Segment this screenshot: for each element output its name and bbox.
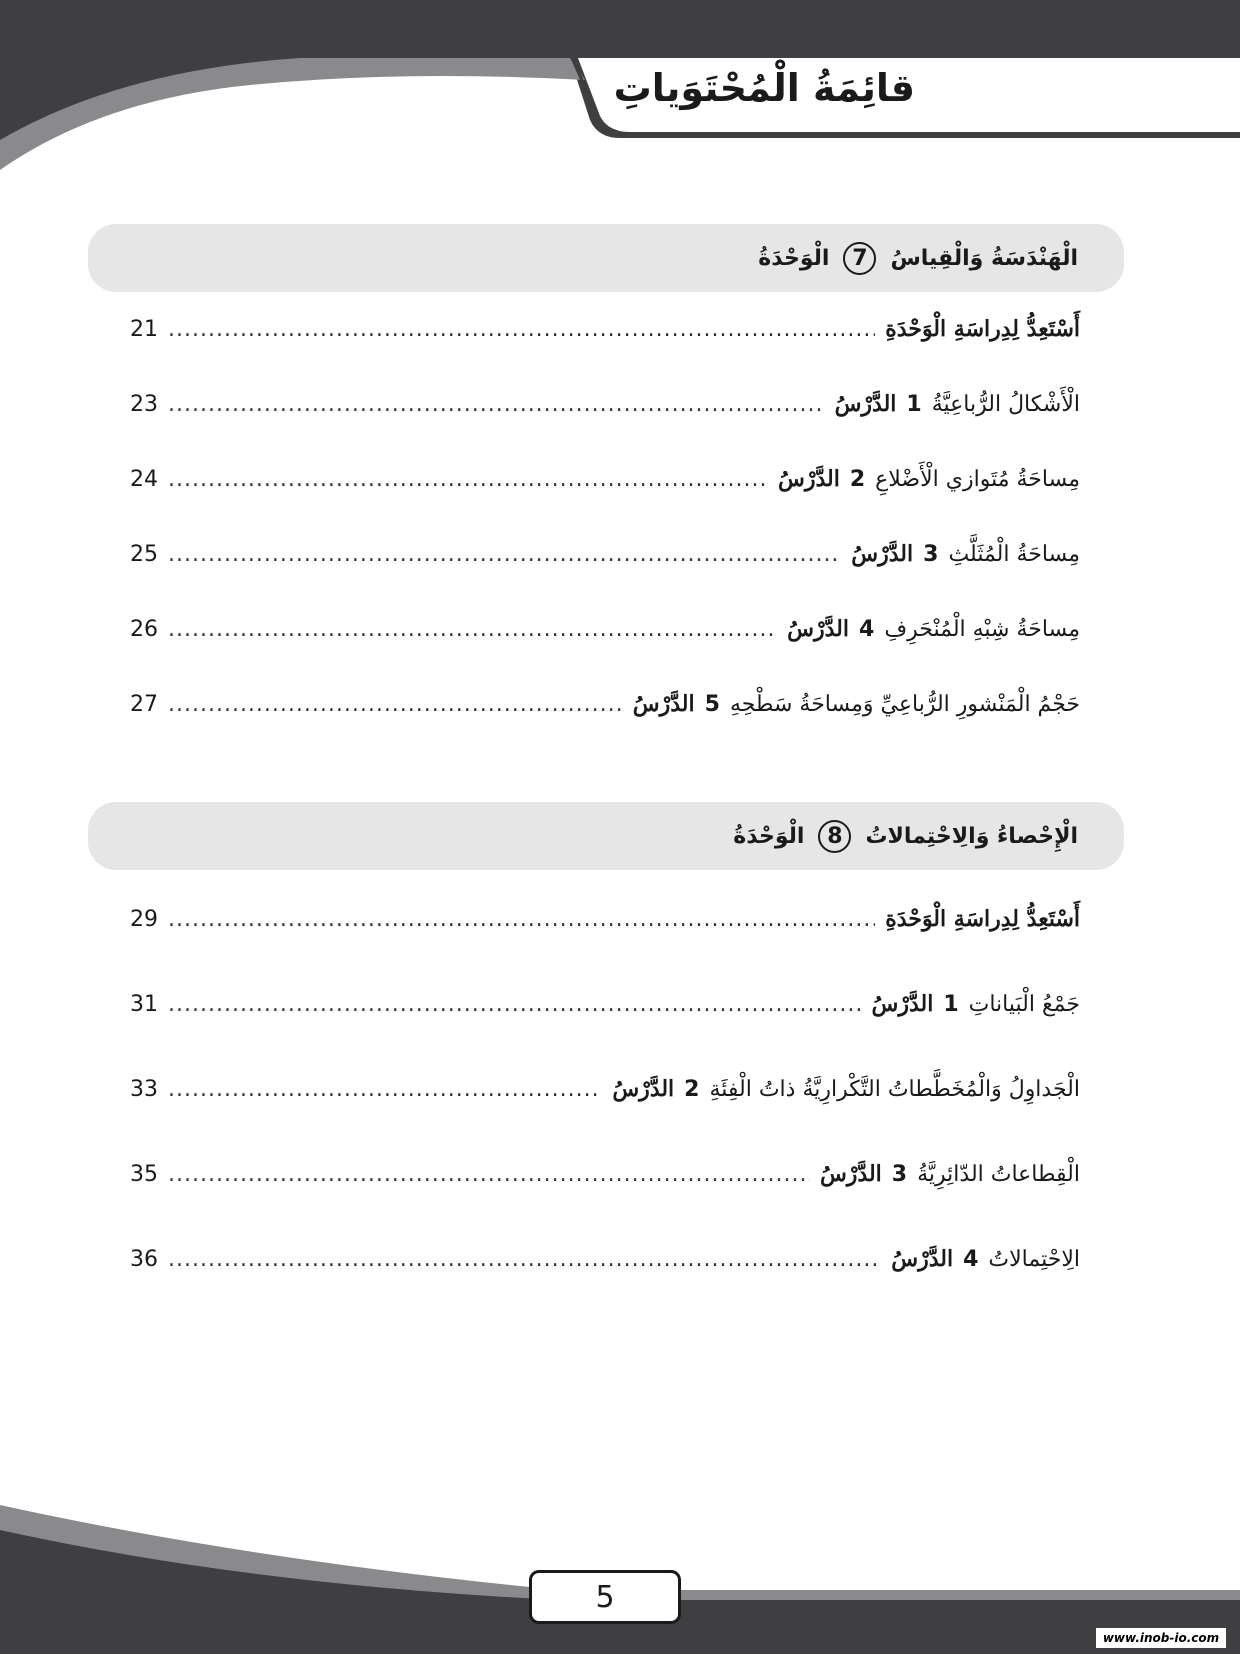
toc-page-number: 35 [130,1162,158,1187]
toc-leader-dots [168,392,825,417]
lesson-number: 4 [963,1247,979,1272]
lesson-label: الدَّرْسُ [787,616,849,642]
toc-leader-dots [168,1077,602,1102]
toc-leader-dots [168,317,875,342]
lesson-title: مِساحَةُ مُتَوازي الْأَضْلاعِ [875,467,1080,492]
lesson-label: الدَّرْسُ [871,991,934,1017]
page-title: قائِمَةُ الْمُحْتَوَياتِ [613,66,915,110]
unit-number-badge: 7 [843,242,876,275]
toc-row-unit8-lesson1[interactable] [130,991,1080,1031]
toc-leader-dots [168,1247,881,1272]
lesson-number: 5 [704,692,720,717]
lesson-number: 3 [923,542,939,567]
toc-row-unit8-intro[interactable] [130,906,1080,946]
unit-label: الْوَحْدَةُ [733,823,805,849]
site-watermark: www.inob-io.com [1096,1628,1226,1648]
toc-leader-dots [168,542,841,567]
lesson-label: الدَّرْسُ [612,1076,675,1102]
toc-leader-dots [168,617,777,642]
toc-leader-dots [168,907,875,932]
lesson-number: 1 [943,992,959,1017]
unit-title: الْهَنْدَسَةُ وَالْقِياسُ [890,245,1078,271]
toc-page-number: 21 [130,317,158,342]
lesson-title: مِساحَةُ شِبْهِ الْمُنْحَرِفِ [884,617,1080,642]
toc-row-unit7-lesson4[interactable] [130,616,1080,656]
lesson-number: 4 [859,617,875,642]
unit-number-badge: 8 [818,820,851,853]
toc-leader-dots [168,992,861,1017]
lesson-number: 1 [906,392,922,417]
lesson-number: 2 [849,467,866,492]
lesson-label: الدَّرْسُ [891,1246,954,1272]
lesson-title: الْأَشْكالُ الرُّباعِيَّةُ [931,392,1080,417]
lesson-number: 2 [684,1077,700,1102]
toc-page-number: 36 [130,1247,158,1272]
toc-leader-dots [168,467,768,492]
toc-intro-title: أَسْتَعِدُّ لِدِراسَةِ الْوَحْدَةِ [885,906,1080,932]
unit-label: الْوَحْدَةُ [758,245,830,271]
toc-row-unit7-lesson1[interactable] [130,391,1080,431]
lesson-title: مِساحَةُ الْمُثَلَّثِ [948,542,1080,567]
lesson-title: جَمْعُ الْبَياناتِ [968,992,1080,1017]
toc-page-number: 26 [130,617,158,642]
toc-page-number: 29 [130,907,158,932]
lesson-title: الْقِطاعاتُ الدّائِرِيَّةُ [917,1162,1080,1187]
lesson-label: الدَّرْسُ [632,691,695,717]
unit-header-7 [88,224,1124,292]
toc-page-number: 25 [130,542,158,567]
lesson-number: 3 [891,1162,908,1187]
toc-leader-dots [168,692,623,717]
toc-intro-title: أَسْتَعِدُّ لِدِراسَةِ الْوَحْدَةِ [885,316,1080,342]
toc-row-unit7-intro[interactable] [130,316,1080,356]
toc-row-unit7-lesson5[interactable] [130,691,1080,731]
toc-row-unit8-lesson3[interactable] [130,1161,1080,1201]
lesson-label: الدَّرْسُ [819,1161,882,1187]
toc-page-number: 27 [130,692,158,717]
lesson-label: الدَّرْسُ [851,541,914,567]
unit-header-8 [88,802,1124,870]
toc-page-number: 23 [130,392,158,417]
toc-leader-dots [168,1162,810,1187]
lesson-label: الدَّرْسُ [778,466,840,492]
toc-row-unit7-lesson3[interactable] [130,541,1080,581]
lesson-title: الْجَداوِلُ وَالْمُخَطَّطاتُ التَّكْرارِيَّةُ ذاتُ الْفِئَةِ [709,1077,1080,1102]
lesson-title: حَجْمُ الْمَنْشورِ الرُّباعِيِّ وَمِساحَةُ سَطْحِهِ [729,692,1080,717]
toc-page-number: 31 [130,992,158,1017]
toc-row-unit7-lesson2[interactable] [130,466,1080,506]
toc-page-number: 33 [130,1077,158,1102]
page-number: 5 [529,1570,681,1624]
unit-title: الْإِحْصاءُ وَالِاحْتِمالاتُ [865,823,1078,849]
toc-page-number: 24 [130,467,158,492]
toc-row-unit8-lesson4[interactable] [130,1246,1080,1286]
toc-row-unit8-lesson2[interactable] [130,1076,1080,1116]
lesson-label: الدَّرْسُ [834,391,897,417]
lesson-title: الِاحْتِمالاتُ [988,1247,1080,1272]
